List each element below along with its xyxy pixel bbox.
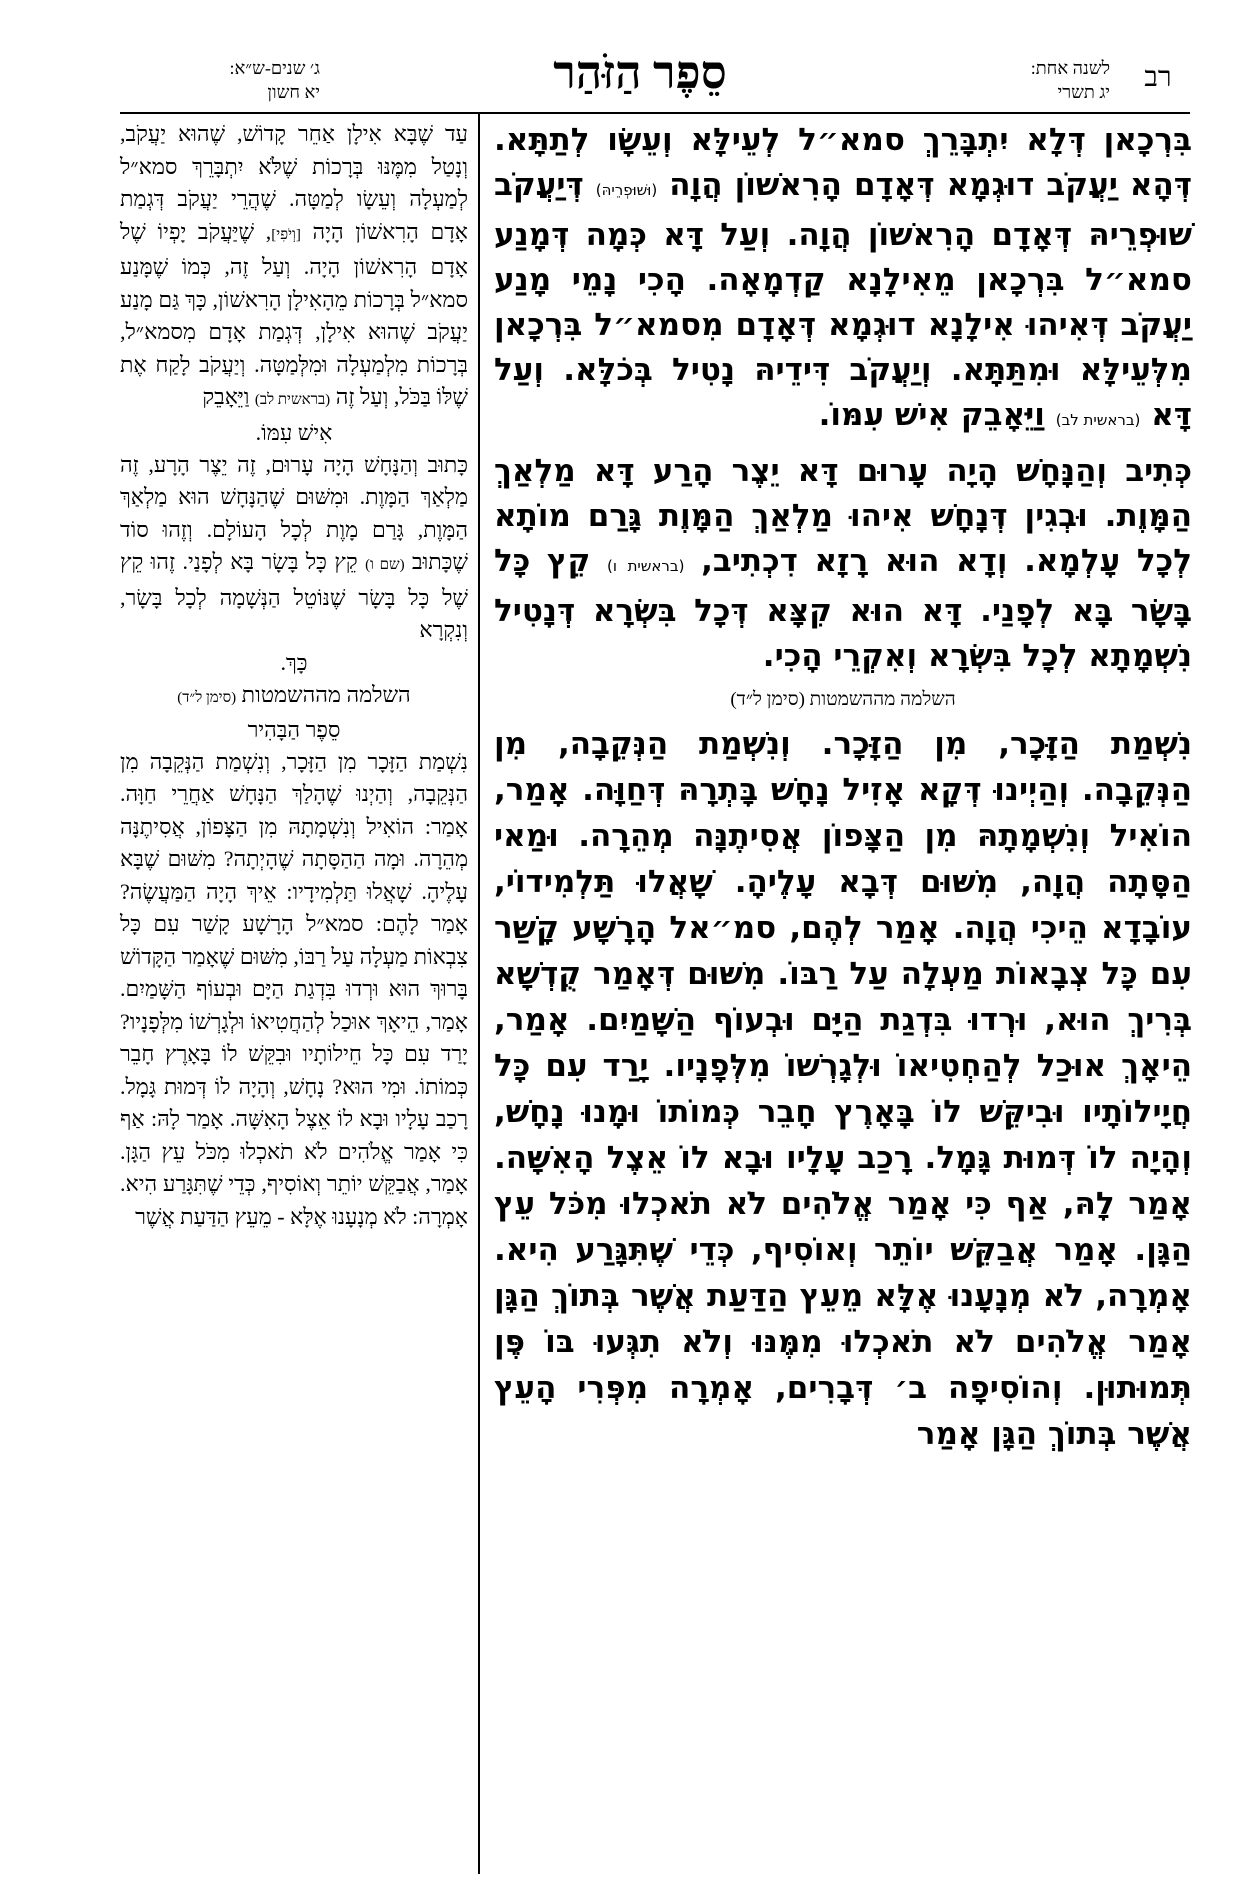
main-p1-text-a: בִּרְכָאן דְּלָא יִתְבָּרֵךְ סמא״ל לְעֵילָּא וְעֵשָׂו לְתַתָּא. דְּהָא יַעֲקֹב דוּגְמָא דְּאָדָם הָרִאשׁוֹן הֲוָה <box>494 122 1192 203</box>
column-divider <box>478 114 480 1874</box>
header-left-top: ג׳ שנים-ש״א: <box>229 58 320 78</box>
side-p1-text-a: עַד שֶׁבָּא אִילָן אַחֵר קָדוֹשׁ, שֶׁהוּא יַעֲקֹב, וְנָטַל מִמֶּנּוּ בְּרָכוֹת שֶׁלֹּא יִתְבָּרֵךְ סמא״ל לְמַעְלָה וְעֵשָׂו לְמַטָּה. שֶׁהֲרֵי יַעֲקֹב דְּגְמַת אָדָם הָרִאשׁוֹן הָיָה <box>120 121 468 244</box>
main-paragraph-3: נִשְׁמַת הַזָּכָר, מִן הַזָּכָר. וְנִשְׁמַת הַנְּקֵבָה, מִן הַנְּקֵבָה. וְהַיְינוּ דְּקָא אָזִיל נָחָשׁ בָּתְרָהּ דְּחַוָּה. אָמַר, הוֹאִיל וְנִשְׁמָתָהּ מִן הַצָּפוֹן אֲסִיתֶנָּה מְהֵרָה. וּמַאי הַסָּתָה הֲוָה, מִשּׁוּם דְּבָא עָלֶיהָ. שָׁאֲלוּ תַּלְמִידוֹי, עוֹבָדָא הֵיכִי הֲוָה. אָמַר לְהֶם, סמ״אל הָרָשָׁע קָשַׁר עִם כָּל צְבָאוֹת מַעְלָה עַל רַבּוֹ. מִשּׁוּם דְּאָמַר קֻדְשָׁא בְּרִיךְ הוּא, וּרְדוּ בִּדְגַת הַיָּם וּבְעוֹף הַשָּׁמַיִם. אָמַר, הֵיאָךְ אוּכַל לְהַחְטִיאוֹ וּלְגָרְשׁוֹ מִלְּפָנָיו. יָרַד עִם כָּל חֲיָילוֹתָיו וּבִיקֵּשׁ לוֹ בָּאָרֶץ חָבֵר כְּמוֹתוֹ וּמָנוּ נָחָשׁ, וְהָיָה לוֹ דְּמוּת גָּמָל. רָכַב עָלָיו וּבָא לוֹ אֵצֶל הָאִשָּׁה. אָמַר לָהּ, אַף כִּי אָמַר אֱלֹהִים לֹא תֹאכְלוּ מִכֹּל עֵץ הַגָּן. אָמַר אֲבַקֵּשׁ יוֹתֵר וְאוֹסִיף, כְּדֵי שֶׁתִּגָּרַע הִיא. אָמְרָה, לֹא מְנָעָנוּ אֶלָּא מֵעֵץ הַדַּעַת אֲשֶׁר בְּתוֹךְ הַגָּן אָמַר אֱלֹהִים לֹא תֹאכְלוּ מִמֶּנּוּ וְלֹא תִגְּעוּ בּוֹ פֶּן תְּמוּתוּן. וְהוֹסִיפָה ב׳ דְּבָרִים, אָמְרָה מִפְּרִי הָעֵץ אֲשֶׁר בְּתוֹךְ הַגָּן אָמַר <box>494 726 1192 1452</box>
main-p1-ref-1: (וּשׁוּפְרֵיהּ) <box>595 181 658 199</box>
side-section-title-text: השלמה מההשמטות <box>241 681 411 707</box>
main-p1-text-b: דְּיַעֲקֹב שׁוּפְרֵיהּ דְּאָדָם הָרִאשׁוֹן הֲוָה. וְעַל דָּא כְּמָה דְּמָנַע סמא״ל בִּרְכָאן מֵאִילָנָא קַדְמָאָה. הָכִי נָמֵי מָנַע יַעֲקֹב דְּאִיהוּ אִילָנָא דוּגְמָא דְּאָדָם מִסמא״ל בִּרְכָאן מִלְּעֵילָּא וּמִתַּתָּא. וְיַעֲקֹב דִּידֵיהּ נָטִיל בְּכֹלָּא. וְעַל דָּא <box>494 167 1192 433</box>
side-p1-text-c: וַיֵּאָבֵק <box>202 384 255 409</box>
side-column <box>120 118 468 1233</box>
main-paragraph-1 <box>494 118 1192 443</box>
side-p2-text-a: כָּתוּב וְהַנָּחָשׁ הָיָה עָרוּם, זֶה יֵצֶר הָרָע, זֶה מַלְאַךְ הַמָּוֶת. וּמִשּׁוּם שֶׁהַנָּחָשׁ הוּא מַלְאַךְ הַמָּוֶת, גָּרַם מָוֶת לְכָל הָעוֹלָם. וְזֶהוּ סוֹד שֶׁכָּתוּב <box>120 451 468 574</box>
main-column <box>494 118 1192 1457</box>
side-p2-text-b: קֵץ כָּל בָּשָׂר בָּא לְפָנַי. זֶהוּ קֵץ שֶׁל כָּל בָּשָׂר שֶׁנּוֹטֵל הַנְּשָׁמָה לְכָל בָּשָׂר, וְנִקְרָא <box>120 549 468 642</box>
main-p2-text-a: כְּתִיב וְהַנָּחָשׁ הָיָה עָרוּם דָּא יֵצֶר הָרַע דָּא מַלְאַךְ הַמָּוֶת. וּבְגִין דְּנָחָשׁ אִיהוּ מַלְאַךְ הַמָּוֶת גָּרַם מוֹתָא לְכָל עָלְמָא. וְדָא הוּא רָזָא דִכְתִיב, <box>494 453 1192 579</box>
main-p1-text-c: וַיֵּאָבֵק אִישׁ עִמּוֹ. <box>818 397 1056 433</box>
main-p2-text-b: קֵץ כָּל בָּשָׂר בָּא לְפָנַי. דָּא הוּא קִצָּא דְּכָל בִּשְׂרָא דְּנָטִיל נִשְׁמָתָא לְכָל בִּשְׂרָא וְאִקְרֵי הָכִי. <box>494 543 1192 674</box>
side-p1-end: אִישׁ עִמּוֹ. <box>255 419 333 445</box>
side-p1-ref-1: [וְיֹפִי] <box>271 226 301 243</box>
side-paragraph-1 <box>120 118 468 417</box>
main-section-title: השלמה מההשמטות (סימן ל״ד) <box>730 689 956 710</box>
side-paragraph-2 <box>120 449 468 647</box>
header-rule <box>120 112 1190 114</box>
header-right-bottom: יג תשרי <box>1057 82 1110 102</box>
side-paragraph-3: נִשְׁמַת הַזָּכָר מִן הַזָּכָר, וְנִשְׁמַת הַנְּקֵבָה מִן הַנְּקֵבָה, וְהַיְנוּ שֶׁהָלַךְ הַנָּחָשׁ אַחֲרֵי חַוָּה. אָמַר: הוֹאִיל וְנִשְׁמָתָהּ מִן הַצָּפוֹן, אֲסִיתֶנָּה מְהֵרָה. וּמָה הַהַסָּתָה שֶׁהָיְתָה? מִשּׁוּם שֶׁבָּא עָלֶיהָ. שָׁאֲלוּ תַּלְמִידָיו: אֵיךְ הָיָה הַמַּעֲשֶׂה? אָמַר לָהֶם: סמא״ל הָרָשָׁע קָשַׁר עִם כָּל צִבְאוֹת מַעְלָה עַל רַבּוֹ, מִשּׁוּם שֶׁאָמַר הַקָּדוֹשׁ בָּרוּךְ הוּא וּרְדוּ בִּדְגַת הַיָּם וּבְעוֹף הַשָּׁמַיִם. אָמַר, הֵיאָךְ אוּכַל לְהַחֲטִיאוֹ וּלְגָרְשׁוֹ מִלְּפָנָיו? יָרַד עִם כָּל חֵילוֹתָיו וּבִקֵּשׁ לוֹ בָּאָרֶץ חָבֵר כְּמוֹתוֹ. וּמִי הוּא? נָחָשׁ, וְהָיָה לוֹ דְּמוּת גָּמָל. רָכַב עָלָיו וּבָא לוֹ אֵצֶל הָאִשָּׁה. אָמַר לָהּ: אַף כִּי אָמַר אֱלֹהִים לֹא תֹאכְלוּ מִכֹּל עֵץ הַגָּן. אָמַר, אֲבַקֵּשׁ יוֹתֵר וְאוֹסִיף, כְּדֵי שֶׁתִּגָּרַע הִיא. אָמְרָה: לֹא מְנָעָנוּ אֶלָּא - מֵעֵץ הַדַּעַת אֲשֶׁר <box>120 748 468 1229</box>
side-p2-end: כָּךְ. <box>280 649 308 675</box>
side-p2-ref: (שם ו) <box>365 557 405 573</box>
side-section-title-ref: (סימן ל״ד) <box>177 689 237 706</box>
main-p1-ref-2: (בראשית לב) <box>1055 411 1141 429</box>
page-title: סֵפֶר הַזֹּהַר <box>553 47 727 98</box>
main-paragraph-2 <box>494 449 1192 679</box>
side-p1-ref-2: (בראשית לב) <box>254 392 331 408</box>
side-section-title <box>120 679 468 714</box>
side-section-subtitle: סֵפֶר הַבָּהִיר <box>247 716 341 742</box>
main-p2-ref: (בראשית ו) <box>606 557 685 575</box>
side-p1-text-b: , שֶׁיַּעֲקֹב יָפְיוֹ שֶׁל אָדָם הָרִאשׁוֹן הָיָה. וְעַל זֶה, כְּמוֹ שֶׁמָּנַע סמא״ל בְּרָכוֹת מֵהָאִילָן הָרִאשׁוֹן, כָּךְ גַּם מָנַע יַעֲקֹב שֶׁהוּא אִילָן, דְּגְמַת אָדָם מִסמא״ל, בְּרָכוֹת מִלְמַעְלָה וּמִלְּמַטָּה. וְיַעֲקֹב לָקַח אֶת שֶׁלּוֹ בַּכֹּל, וְעַל זֶה <box>120 218 468 409</box>
header-left-bottom: יא חשון <box>267 82 320 102</box>
header-right-top: לשנה אחת: <box>1030 58 1110 78</box>
page-number: רב <box>1144 62 1172 93</box>
